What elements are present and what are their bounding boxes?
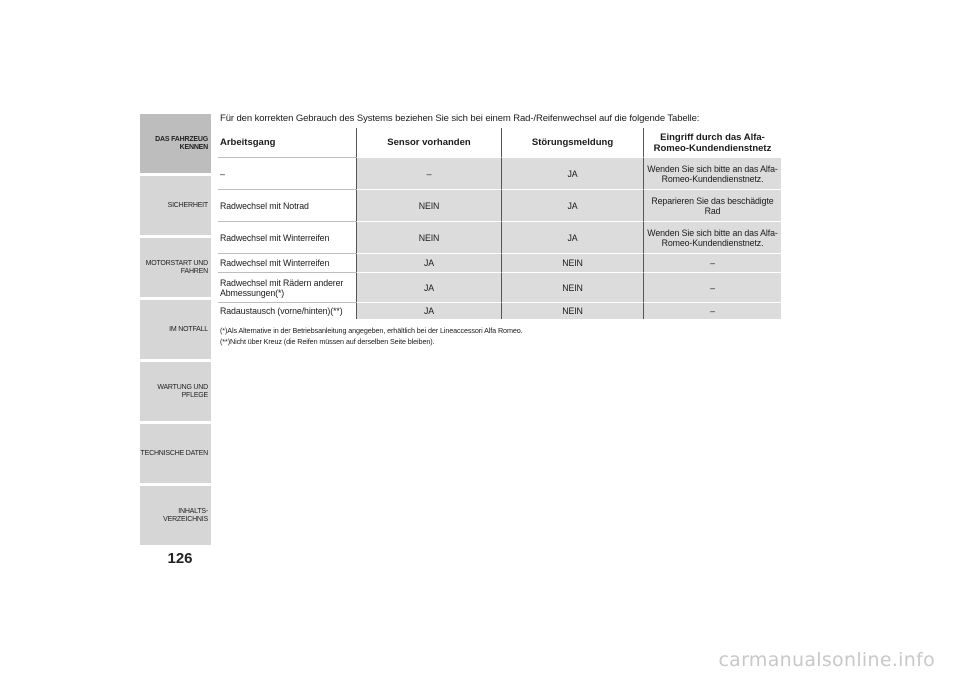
footnote-1: (*)Als Alternative in der Betriebsanleitung angegeben, erhältlich bei der Lineaccessori Alfa Romeo. [220,326,523,335]
cell-sensor: JA [356,272,501,302]
tab-label: WARTUNG UND PFLEGE [157,383,208,399]
tab-label: INHALTS- VERZEICHNIS [163,507,208,523]
cell-stoerung: NEIN [501,272,643,302]
tab-im-notfall[interactable] [140,299,211,359]
header-eingriff: Eingriff durch das Alfa-Romeo-Kundendienstnetz [643,128,781,157]
cell-sensor: JA [356,253,501,272]
cell-sensor: NEIN [356,189,501,221]
table-row [218,272,781,302]
cell-eingriff: Reparieren Sie das beschädigte Rad [643,189,781,221]
tab-label: DAS FAHRZEUG KENNEN [155,135,208,151]
tab-sicherheit[interactable] [140,175,211,235]
header-stoerungsmeldung: Störungsmeldung [501,128,643,157]
tab-technische-daten[interactable] [140,423,211,483]
cell-arbeitsgang: – [218,157,356,189]
cell-stoerung: JA [501,189,643,221]
cell-arbeitsgang: Radaustausch (vorne/hinten)(**) [218,302,356,319]
table-row [218,157,781,189]
table-row [218,189,781,221]
tab-das-fahrzeug-kennen[interactable] [140,113,211,173]
cell-arbeitsgang: Radwechsel mit Notrad [218,189,356,221]
tab-inhaltsverzeichnis[interactable] [140,485,211,545]
watermark: carmanualsonline.info [718,649,935,671]
cell-arbeitsgang: Radwechsel mit Winterreifen [218,221,356,253]
cell-sensor: JA [356,302,501,319]
cell-stoerung: NEIN [501,302,643,319]
cell-sensor: NEIN [356,221,501,253]
tab-label: MOTORSTART UND FAHREN [145,259,208,275]
cell-eingriff: – [643,253,781,272]
header-sensor-vorhanden: Sensor vorhanden [356,128,501,157]
cell-eingriff: – [643,272,781,302]
header-arbeitsgang: Arbeitsgang [220,137,276,148]
tab-wartung-und-pflege[interactable] [140,361,211,421]
table-row [218,302,781,319]
cell-eingriff: – [643,302,781,319]
cell-arbeitsgang: Radwechsel mit Rädern anderer Abmessungen(*) [218,272,356,302]
page-number: 126 [167,550,193,567]
tab-motorstart-und-fahren[interactable] [140,237,211,297]
cell-eingriff: Wenden Sie sich bitte an das Alfa-Romeo-Kundendienstnetz. [643,157,781,189]
cell-eingriff: Wenden Sie sich bitte an das Alfa-Romeo-Kundendienstnetz. [643,221,781,253]
cell-stoerung: JA [501,221,643,253]
intro-text: Für den korrekten Gebrauch des Systems beziehen Sie sich bei einem Rad-/Reifenwechsel auf die folgende Tabelle: [220,113,700,124]
footnote-2: (**)Nicht über Kreuz (die Reifen müssen auf derselben Seite bleiben). [220,337,435,346]
table-row [218,253,781,272]
cell-stoerung: JA [501,157,643,189]
table-header-row [218,128,781,157]
tab-label: SICHERHEIT [167,201,208,209]
table-row [218,221,781,253]
cell-sensor: – [356,157,501,189]
tab-label: IM NOTFALL [169,325,208,333]
cell-arbeitsgang: Radwechsel mit Winterreifen [218,253,356,272]
cell-stoerung: NEIN [501,253,643,272]
tab-label: TECHNISCHE DATEN [140,449,208,457]
tire-change-table [218,128,781,319]
